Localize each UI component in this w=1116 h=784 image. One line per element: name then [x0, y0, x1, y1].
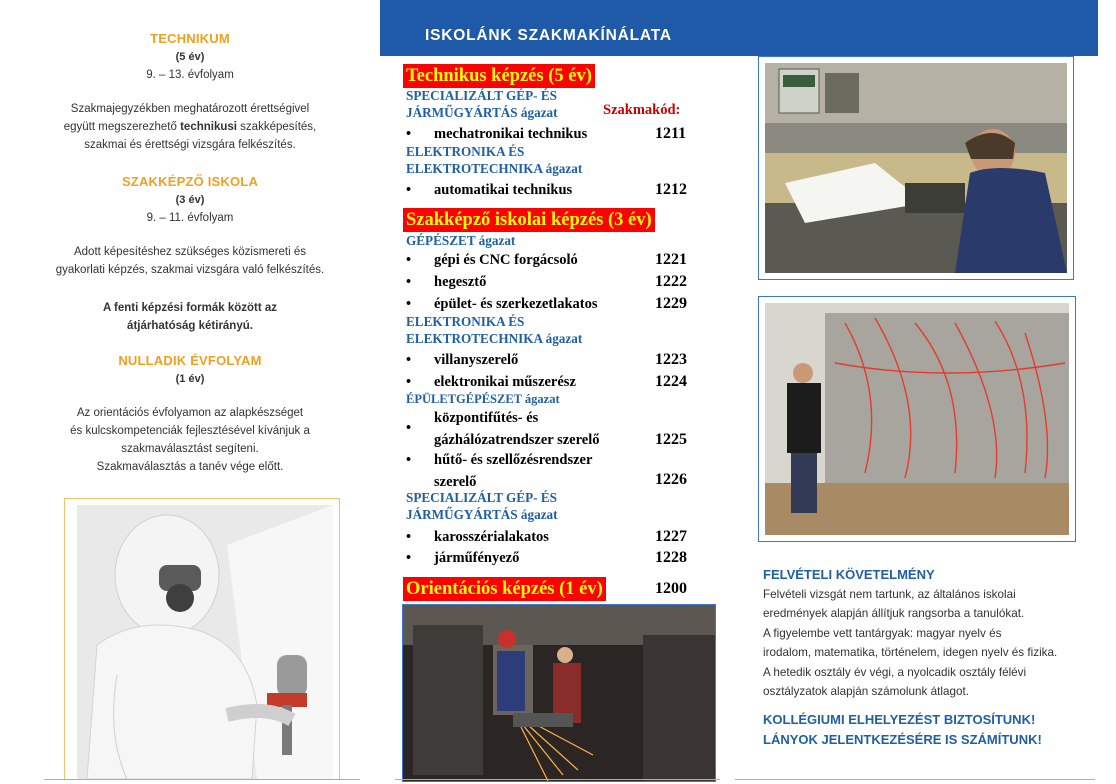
lathe-illustration — [765, 63, 1067, 273]
orientacios-heading: Orientációs képzés (1 év) — [403, 577, 606, 601]
item-code: 1211 — [655, 125, 687, 142]
bullet-icon: • — [406, 550, 412, 566]
left-column — [0, 0, 380, 784]
technikum-title: TECHNIKUM — [150, 31, 230, 46]
lathe-photo — [758, 56, 1074, 280]
item-name: járműfényező — [434, 550, 520, 566]
item-name-line1: központifűtés- és — [434, 410, 539, 426]
left-bottom-rule — [44, 779, 360, 780]
item-code: 1226 — [655, 471, 687, 488]
technikum-desc-1: Szakmajegyzékben meghatározott érettségivel — [70, 103, 310, 115]
technikus-cat2-line1: ELEKTRONIKA ÉS — [406, 144, 525, 159]
item-name: mechatronikai technikus — [434, 126, 588, 142]
item-code: 1224 — [655, 373, 687, 390]
info-line: eredmények alapján állítjuk rangsorba a tanulókat. — [763, 607, 1025, 620]
item-code: 1225 — [655, 431, 687, 448]
item-name-line2: szerelő — [434, 474, 477, 490]
electrical-lab-photo — [758, 296, 1076, 542]
felveteli-title: FELVÉTELI KÖVETELMÉNY — [763, 567, 935, 582]
atjarhatosag-line-2: átjárhatóság kétirányú. — [127, 320, 253, 332]
kollegium-notice: KOLLÉGIUMI ELHELYEZÉST BIZTOSÍTUNK! — [763, 711, 1036, 727]
nulladik-desc-4: Szakmaválasztás a tanév vége előtt. — [96, 461, 284, 473]
item-code: 1200 — [655, 580, 687, 597]
szakkepzo-cat4-line1: SPECIALIZÁLT GÉP- ÉS — [406, 490, 557, 505]
info-line: Felvételi vizsgát nem tartunk, az általános iskolai — [763, 587, 1016, 601]
szakkepzo-heading: Szakképző iskolai képzés (3 év) — [403, 208, 655, 232]
bullet-icon: • — [406, 420, 412, 436]
item-name: elektronikai műszerész — [434, 374, 576, 390]
info-line: A hetedik osztály év végi, a nyolcadik osztály félévi — [763, 665, 1027, 679]
item-code: 1223 — [655, 351, 687, 368]
item-name: villanyszerelő — [434, 352, 519, 368]
szakkepzo-cat2-line2: ELEKTROTECHNIKA ágazat — [406, 331, 583, 346]
szakkepzo-section — [40, 173, 340, 279]
bullet-icon: • — [406, 296, 412, 312]
szakkepzo-duration: (3 év) — [175, 194, 205, 206]
nulladik-desc-3: szakmaválasztást segíteni. — [121, 443, 259, 455]
header-bar — [380, 0, 1098, 56]
szakmakod-header: Szakmakód: — [603, 102, 681, 118]
right-bottom-rule — [735, 779, 1095, 780]
nulladik-desc-2: és kulcskompetenciák fejlesztésével kívánjuk a — [70, 425, 310, 437]
item-code: 1221 — [655, 251, 687, 268]
item-name: gépi és CNC forgácsoló — [434, 252, 578, 268]
szakkepzo-cat1: GÉPÉSZET ágazat — [406, 233, 516, 248]
bullet-icon: • — [406, 374, 412, 390]
grinding-workshop-photo — [402, 604, 716, 782]
nulladik-title: NULLADIK ÉVFOLYAM — [118, 353, 262, 368]
item-name: karosszérialakatos — [434, 529, 549, 545]
szakkepzo-cat2-line1: ELEKTRONIKA ÉS — [406, 314, 525, 329]
item-code: 1229 — [655, 295, 687, 312]
electrical-lab-illustration — [765, 303, 1069, 535]
bullet-icon: • — [406, 126, 412, 142]
bullet-icon: • — [406, 182, 412, 198]
technikum-desc-3: szakmai és érettségi vizsgára felkészítés. — [84, 139, 296, 151]
technikus-cat2-line2: ELEKTROTECHNIKA ágazat — [406, 161, 583, 176]
spray-painter-photo — [64, 498, 340, 780]
szakkepzo-desc-1: Adott képesítéshez szükséges közismereti és — [73, 246, 307, 258]
szakkepzo-grades: 9. – 11. évfolyam — [146, 212, 234, 224]
bullet-icon: • — [406, 452, 412, 468]
page-title: ISKOLÁNK SZAKMAKÍNÁLATA — [425, 27, 672, 44]
lanyok-notice: LÁNYOK JELENTKEZÉSÉRE IS SZÁMÍTUNK! — [763, 731, 1042, 747]
technikum-duration: (5 év) — [175, 51, 205, 63]
technikusi-bold: technikusi — [180, 121, 237, 133]
bullet-icon: • — [406, 529, 412, 545]
atjarhatosag-line-1: A fenti képzési formák között az — [102, 302, 278, 314]
szakkepzo-desc-2: gyakorlati képzés, szakmai vizsgára való felkészítés. — [55, 264, 325, 276]
technikum-grades: 9. – 13. évfolyam — [146, 69, 234, 81]
nulladik-duration: (1 év) — [175, 373, 205, 385]
technikum-desc-2: együtt megszerezhető technikusi szakképesítés, — [63, 121, 317, 133]
atjarhatosag-note — [40, 299, 340, 335]
szakkepzo-title: SZAKKÉPZŐ ISKOLA — [121, 174, 259, 189]
info-line: A figyelembe vett tantárgyak: magyar nyelv és — [763, 626, 1002, 640]
technikus-heading: Technikus képzés (5 év) — [403, 64, 595, 88]
item-code: 1222 — [655, 273, 687, 290]
nulladik-desc-1: Az orientációs évfolyamon az alapkészséget — [76, 407, 304, 419]
technikus-cat1-line2: JÁRMŰGYÁRTÁS ágazat — [406, 105, 558, 120]
item-name-line2: gázhálózatrendszer szerelő — [434, 432, 600, 448]
bullet-icon: • — [406, 352, 412, 368]
nulladik-section — [40, 352, 340, 476]
admission-info — [763, 565, 1073, 750]
item-name: automatikai technikus — [434, 182, 573, 198]
technikum-section — [40, 30, 340, 154]
workshop-illustration — [403, 605, 715, 781]
item-name: hegesztő — [434, 274, 487, 290]
szakkepzo-cat4-line2: JÁRMŰGYÁRTÁS ágazat — [406, 507, 558, 522]
item-code: 1228 — [655, 549, 687, 566]
item-code: 1212 — [655, 181, 687, 198]
painter-illustration — [77, 505, 333, 779]
mid-bottom-rule — [395, 779, 720, 780]
bullet-icon: • — [406, 274, 412, 290]
item-name-line1: hűtő- és szellőzésrendszer — [434, 452, 593, 468]
technikus-cat1-line1: SPECIALIZÁLT GÉP- ÉS — [406, 88, 557, 103]
info-line: osztályzatok alapján számolunk átlagot. — [763, 685, 969, 698]
info-line: irodalom, matematika, történelem, idegen nyelv és fizika. — [763, 646, 1058, 659]
item-code: 1227 — [655, 528, 687, 545]
bullet-icon: • — [406, 252, 412, 268]
item-name: épület- és szerkezetlakatos — [434, 296, 598, 312]
szakkepzo-cat3: ÉPÜLETGÉPÉSZET ágazat — [406, 392, 560, 406]
